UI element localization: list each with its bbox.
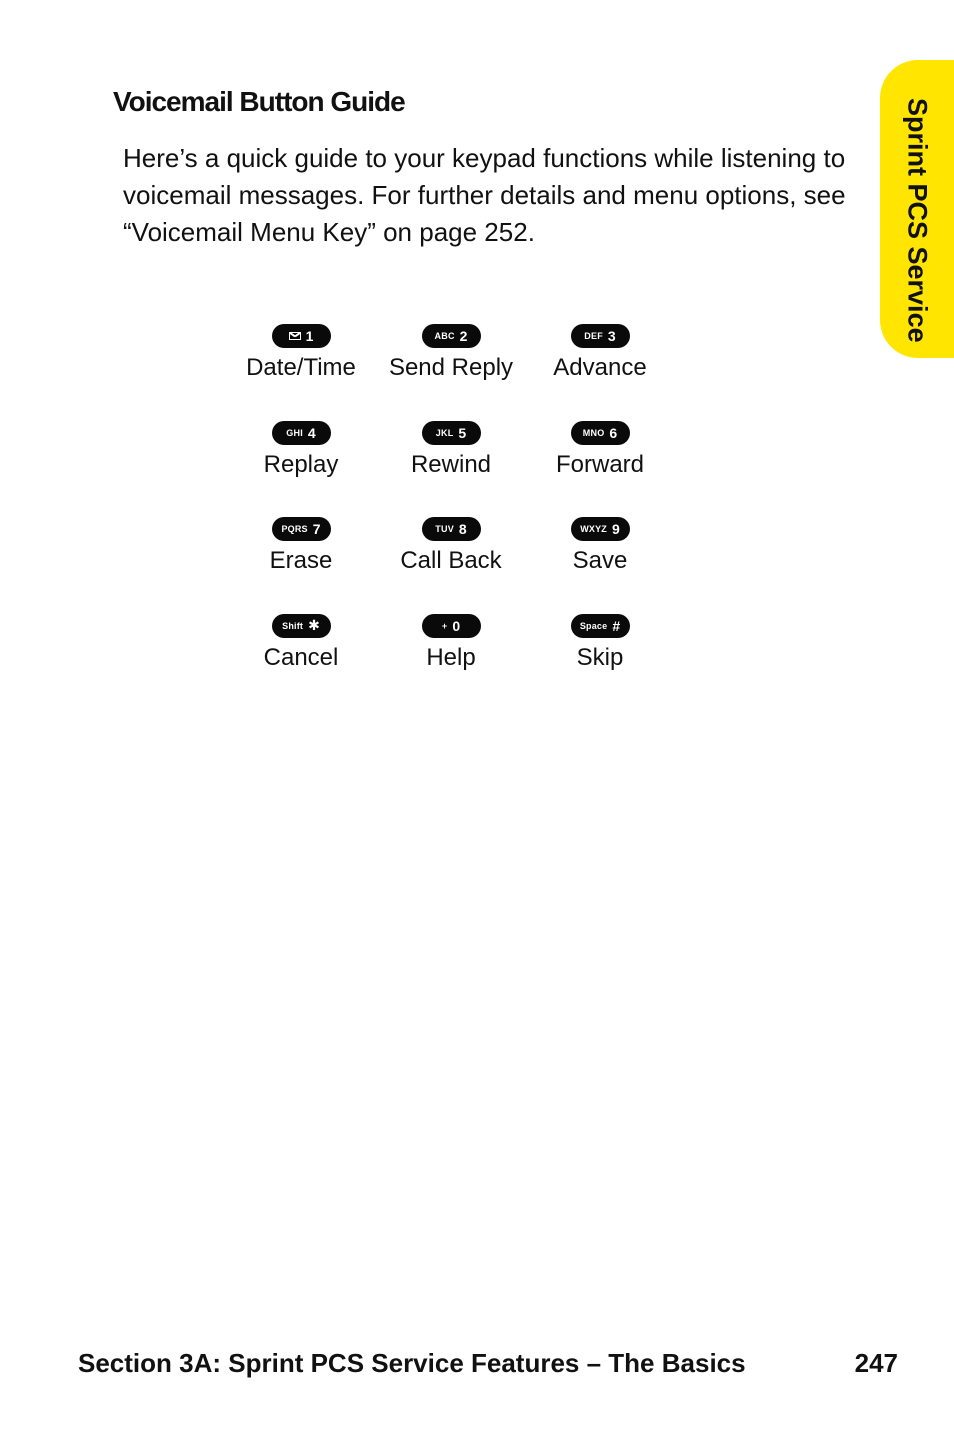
page-title: Voicemail Button Guide bbox=[113, 86, 405, 117]
key-9 bbox=[571, 517, 630, 541]
key-6 bbox=[571, 421, 630, 445]
key-letters: Shift bbox=[282, 620, 304, 631]
key-pound bbox=[571, 614, 630, 638]
key-digit: 1 bbox=[305, 328, 314, 344]
key-function-label: Forward bbox=[555, 450, 645, 478]
key-8 bbox=[422, 517, 481, 541]
star-icon: ✱ bbox=[308, 617, 320, 633]
key-letters: Space bbox=[579, 620, 608, 631]
key-0 bbox=[422, 614, 481, 638]
key-function-label: Rewind bbox=[410, 450, 492, 478]
key-letters: PQRS bbox=[281, 524, 308, 534]
key-2 bbox=[422, 324, 481, 348]
key-function-label: Erase bbox=[269, 547, 333, 574]
key-guide-item bbox=[376, 614, 526, 711]
key-7 bbox=[272, 517, 331, 541]
key-guide-item bbox=[376, 324, 526, 421]
key-guide-item bbox=[226, 517, 376, 614]
key-letters: JKL bbox=[435, 427, 454, 438]
key-guide-item bbox=[226, 614, 376, 711]
page-number: 247 bbox=[854, 1348, 898, 1378]
key-letters: GHI bbox=[286, 427, 303, 438]
key-letters: MNO bbox=[582, 427, 605, 438]
key-function-label: Help bbox=[426, 643, 476, 671]
key-letters: + bbox=[441, 620, 448, 631]
key-5 bbox=[422, 421, 481, 445]
keypad-guide bbox=[226, 324, 674, 710]
key-digit: 0 bbox=[452, 617, 461, 634]
key-guide-item bbox=[526, 517, 674, 614]
key-3 bbox=[571, 324, 630, 348]
key-4 bbox=[272, 421, 331, 445]
key-function-label: Send Reply bbox=[388, 354, 514, 381]
key-digit: 2 bbox=[459, 328, 468, 344]
key-star bbox=[272, 614, 331, 638]
key-digit: 7 bbox=[312, 521, 321, 537]
key-guide-item bbox=[526, 421, 674, 518]
key-guide-item bbox=[376, 517, 526, 614]
key-guide-item bbox=[226, 421, 376, 518]
envelope-icon bbox=[289, 332, 301, 340]
key-digit: 4 bbox=[307, 424, 316, 441]
key-function-label: Replay bbox=[263, 450, 339, 478]
key-digit: 5 bbox=[458, 424, 467, 441]
key-guide-item bbox=[376, 421, 526, 518]
key-function-label: Cancel bbox=[263, 643, 339, 671]
key-guide-item bbox=[526, 324, 674, 421]
key-digit: 9 bbox=[612, 521, 620, 537]
key-guide-item bbox=[526, 614, 674, 711]
key-function-label: Call Back bbox=[400, 547, 502, 574]
key-digit: 6 bbox=[609, 424, 618, 441]
key-letters: DEF bbox=[584, 331, 603, 341]
key-function-label: Skip bbox=[576, 643, 624, 671]
key-digit: 8 bbox=[458, 521, 467, 537]
intro-paragraph: Here’s a quick guide to your keypad functions while listening to voicemail messages. For further details and menu options, see “Voicemail Menu Key” on page 252. bbox=[123, 143, 846, 247]
key-digit: 3 bbox=[607, 328, 616, 344]
key-guide-item bbox=[226, 324, 376, 421]
key-function-label: Date/Time bbox=[246, 354, 356, 381]
key-function-label: Advance bbox=[553, 354, 647, 381]
pound-icon: # bbox=[612, 617, 621, 634]
section-tab bbox=[880, 60, 954, 358]
section-tab-label: Sprint PCS Service bbox=[902, 98, 933, 343]
key-letters: ABC bbox=[434, 331, 455, 341]
key-function-label: Save bbox=[572, 547, 628, 574]
key-1 bbox=[272, 324, 331, 348]
footer-section-title: Section 3A: Sprint PCS Service Features – The Basics bbox=[78, 1348, 746, 1378]
key-letters: WXYZ bbox=[580, 524, 607, 534]
key-letters: TUV bbox=[435, 524, 454, 534]
page-footer bbox=[78, 1348, 898, 1379]
